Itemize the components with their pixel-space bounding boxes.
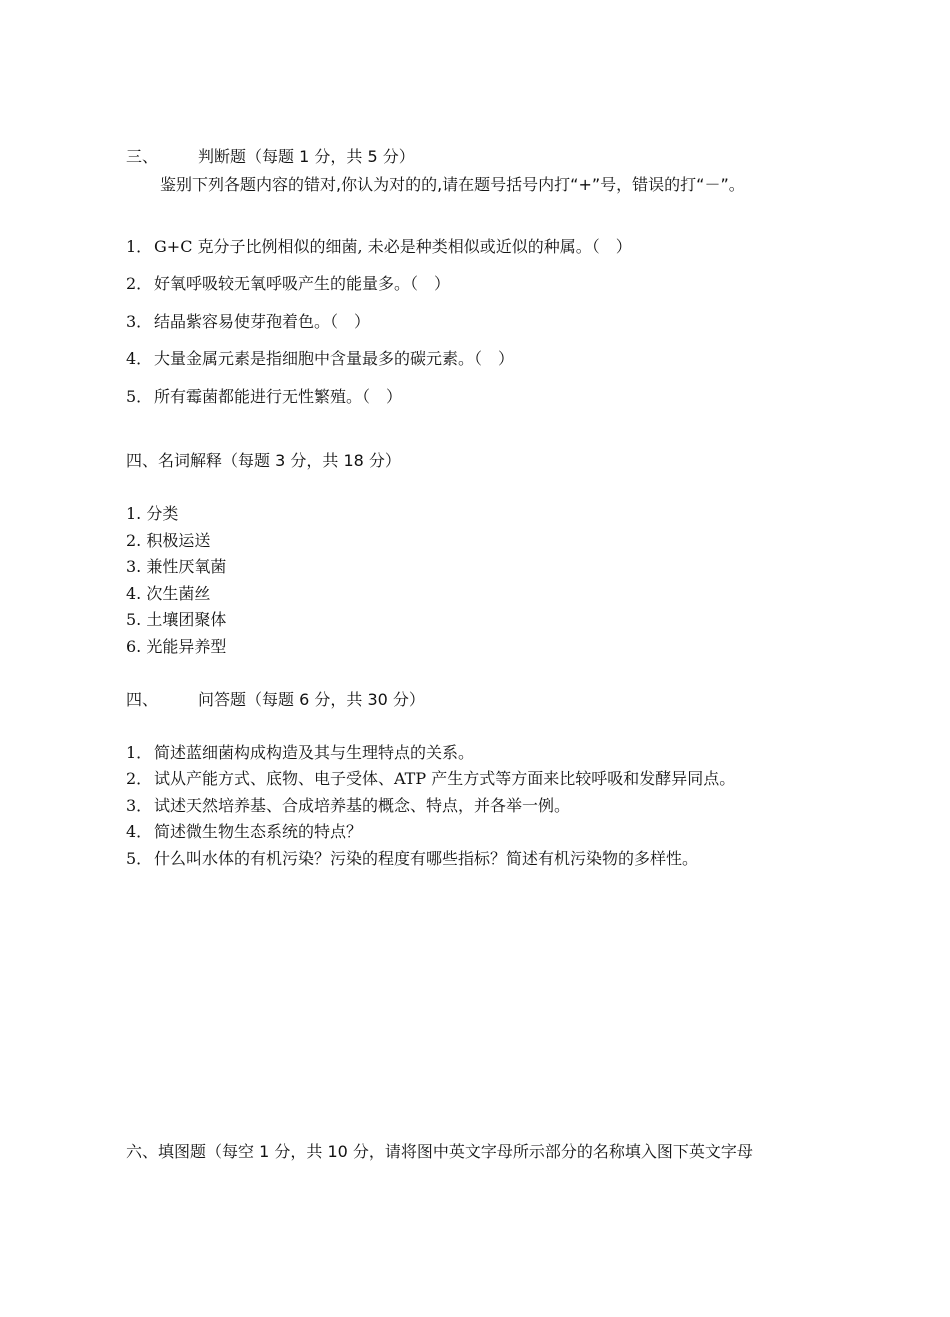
section3-heading xyxy=(126,146,415,168)
section4a-title: 四、名词解释（每题 3 分，共 18 分） xyxy=(126,451,401,470)
list-item: 5． 什么叫水体的有机污染？污染的程度有哪些指标？简述有机污染物的多样性。 xyxy=(126,849,699,868)
section3-instruction: 鉴别下列各题内容的错对,你认为对的的,请在题号括号内打“+”号，错误的打“－”。 xyxy=(160,175,745,194)
section3-title: 判断题（每题 1 分，共 5 分） xyxy=(198,147,415,166)
list-item: 3． 试述天然培养基、合成培养基的概念、特点，并各举一例。 xyxy=(126,796,571,815)
section6-title: 六、填图题（每空 1 分，共 10 分，请将图中英文字母所示部分的名称填入图下英文字母 xyxy=(126,1142,753,1161)
list-item: 5. 土壤团聚体 xyxy=(126,610,227,629)
list-item: 3. 兼性厌氧菌 xyxy=(126,557,227,576)
list-item: 4. 次生菌丝 xyxy=(126,584,211,603)
section4b-title: 问答题（每题 6 分，共 30 分） xyxy=(198,690,425,709)
section4b-heading xyxy=(126,689,425,711)
list-item: 2. 积极运送 xyxy=(126,531,211,550)
list-item: 4． 大量金属元素是指细胞中含量最多的碳元素。（ ） xyxy=(126,349,515,368)
list-item: 2． 好氧呼吸较无氧呼吸产生的能量多。（ ） xyxy=(126,274,451,293)
list-item: 1． 简述蓝细菌构成构造及其与生理特点的关系。 xyxy=(126,743,475,762)
list-item: 3． 结晶紫容易使芽孢着色。（ ） xyxy=(126,312,371,331)
list-item: 2． 试从产能方式、底物、电子受体、ATP 产生方式等方面来比较呼吸和发酵异同点。 xyxy=(126,769,736,788)
section4b-number: 四、 xyxy=(126,690,159,709)
list-item: 5． 所有霉菌都能进行无性繁殖。（ ） xyxy=(126,387,403,406)
section3-number: 三、 xyxy=(126,147,159,166)
list-item: 1． G+C 克分子比例相似的细菌, 未必是种类相似或近似的种属。（ ） xyxy=(126,237,632,256)
list-item: 1. 分类 xyxy=(126,504,179,523)
list-item: 6. 光能异养型 xyxy=(126,637,227,656)
list-item: 4． 简述微生物生态系统的特点？ xyxy=(126,822,363,841)
